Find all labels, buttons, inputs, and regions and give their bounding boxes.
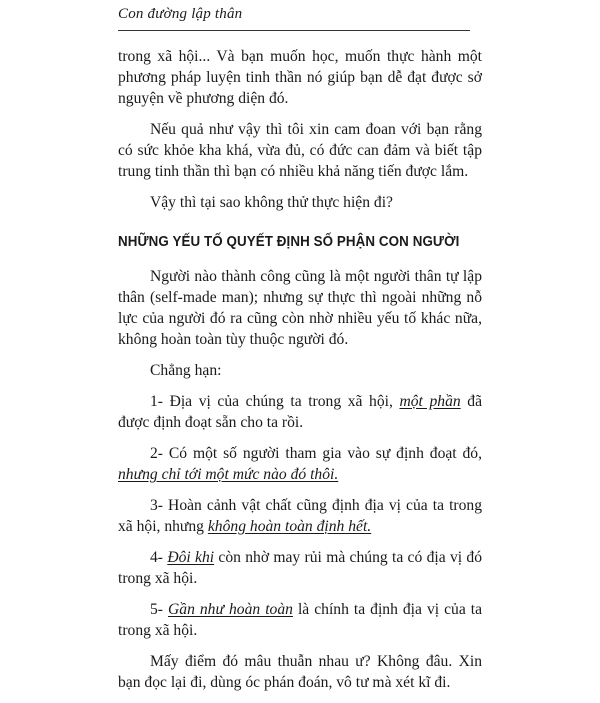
list-item-3-text: 3- Hoàn cảnh vật chất cũng định địa vị của ta trong xã hội, nhưng <box>118 497 482 535</box>
running-header: Con đường lập thân <box>118 6 243 22</box>
list-item-4-text: 4- <box>150 549 168 566</box>
paragraph-3: Vậy thì tại sao không thử thực hiện đi? <box>150 194 393 211</box>
list-item-5 <box>118 599 482 641</box>
list-item-2 <box>118 443 482 485</box>
paragraph-2: Nếu quả như vậy thì tôi xin cam đoan với bạn rằng có sức khỏe kha khá, vừa đủ, có đức can đảm và biết tập trung tinh thần thì bạn có nhiều khả năng tiến được lắm. <box>118 121 482 180</box>
paragraph-1: trong xã hội... Và bạn muốn học, muốn thực hành một phương pháp luyện tinh thần nó giúp bạn dễ đạt được sở nguyện về phương diện đó. <box>118 48 482 107</box>
list-item-5-text: 5- <box>150 601 169 618</box>
list-item-4-emphasis: Đôi khi <box>167 549 215 566</box>
section-heading: NHỮNG YẾU TỐ QUYẾT ĐỊNH SỐ PHẬN CON NGƯỜI <box>118 233 460 250</box>
list-item-1-text: 1- Địa vị của chúng ta trong xã hội, <box>150 393 400 410</box>
list-item-3 <box>118 495 482 537</box>
list-item-5-tail: là chính ta định địa vị của ta trong xã hội. <box>118 601 483 639</box>
list-item-3-emphasis: không hoàn toàn định hết. <box>207 518 372 535</box>
list-item-1-tail: đã được định đoạt sẵn cho ta rồi. <box>118 393 482 431</box>
list-item-1-emphasis: một phần <box>399 393 461 410</box>
header-rule <box>118 30 470 31</box>
list-item-5-emphasis: Gần như hoàn toàn <box>168 601 293 618</box>
list-item-2-emphasis: nhưng chỉ tới một mức nào đó thôi. <box>118 466 339 483</box>
list-item-1 <box>118 391 482 433</box>
paragraph-4: Người nào thành công cũng là một người thân tự lập thân (self-made man); nhưng sự thực thì ngoài những nỗ lực của người đó ra cũng còn nhờ nhiều yếu tố khác nữa, không hoàn toàn tùy thuộc người đó. <box>118 268 482 348</box>
paragraph-6: Mấy điểm đó mâu thuẫn nhau ư? Không đâu. Xin bạn đọc lại đi, dùng óc phán đoán, vô tư mà xét kĩ đi. <box>118 653 482 691</box>
list-item-2-text: 2- Có một số người tham gia vào sự định đoạt đó, <box>150 445 482 462</box>
list-item-4-tail: còn nhờ may rủi mà chúng ta có địa vị đó trong xã hội. <box>118 549 483 587</box>
list-item-4 <box>118 547 482 589</box>
paragraph-5: Chẳng hạn: <box>150 362 222 379</box>
page-body <box>118 46 482 703</box>
